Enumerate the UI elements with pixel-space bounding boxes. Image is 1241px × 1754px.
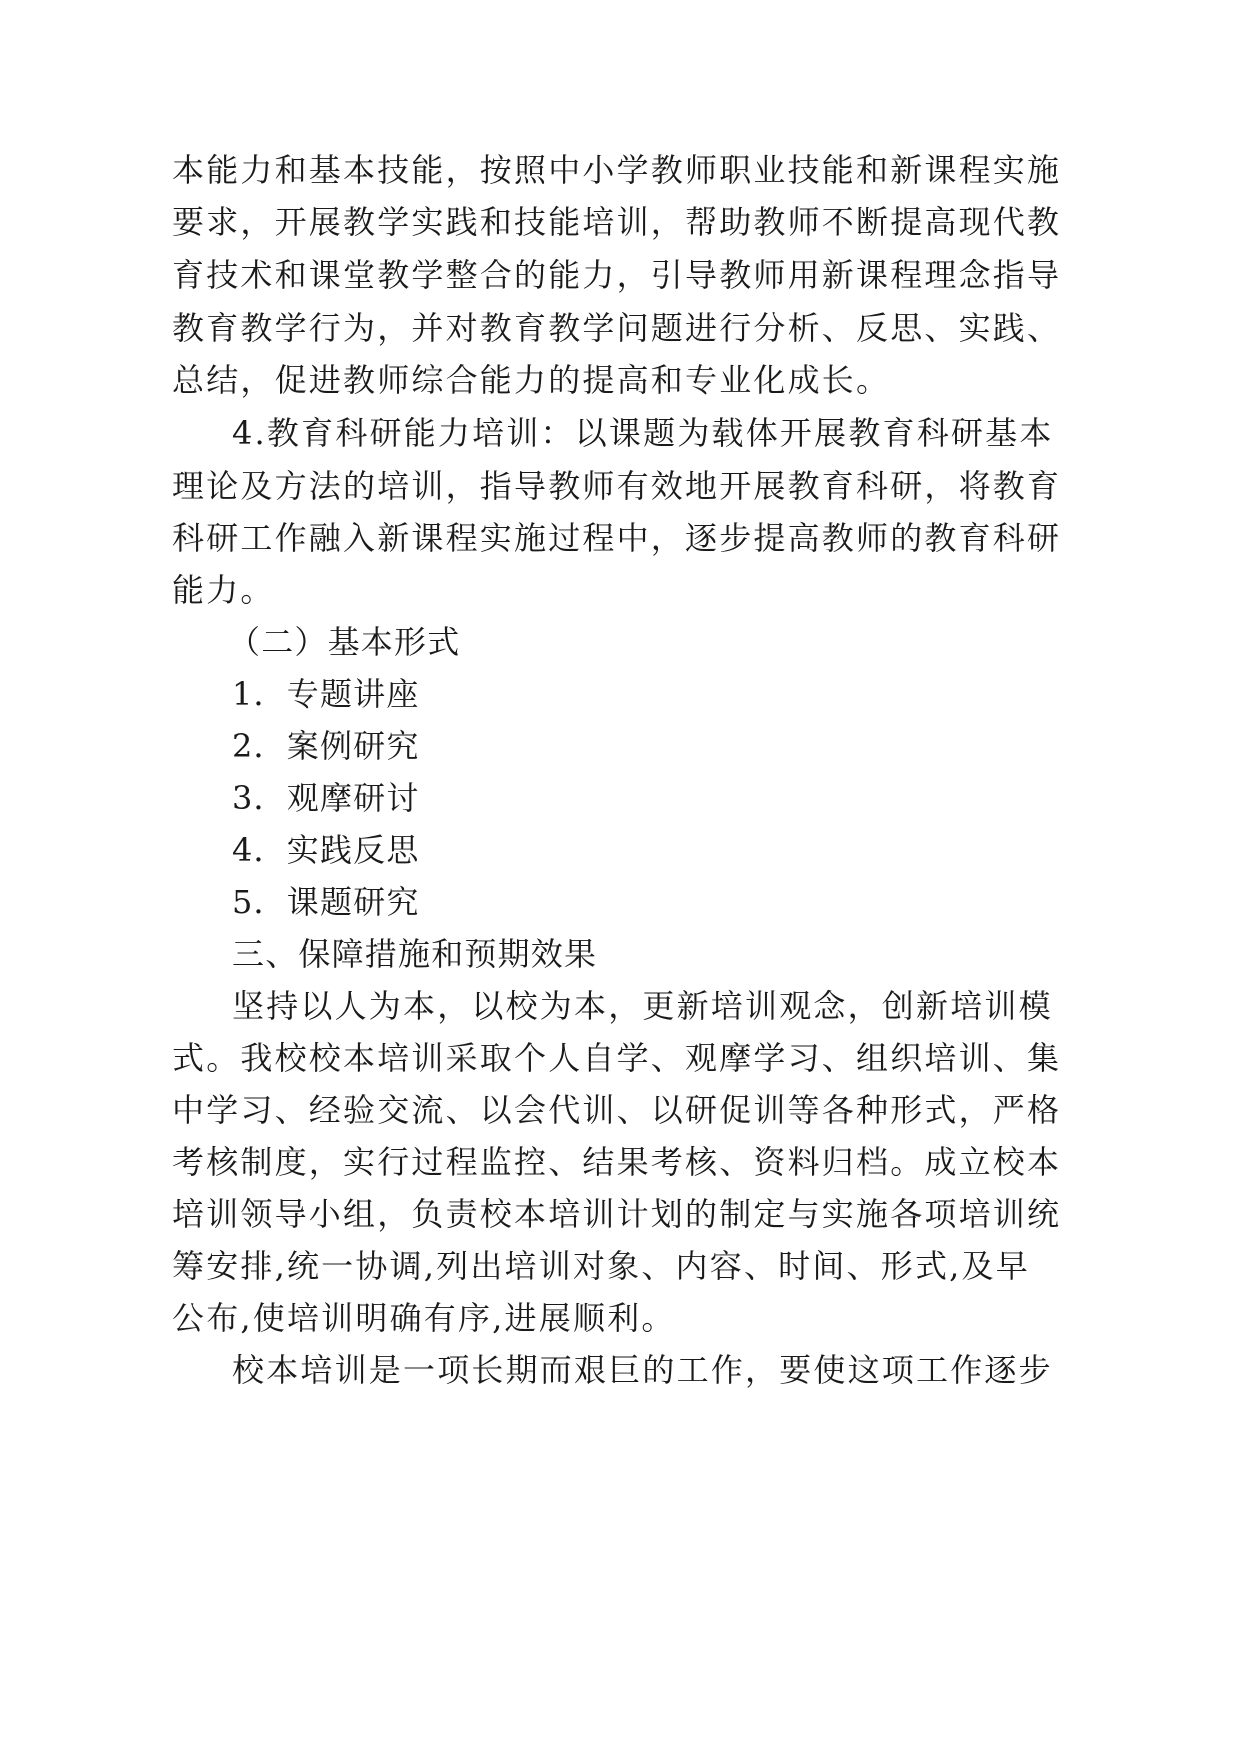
list-item: 4．实践反思 [232, 831, 420, 869]
paragraph-line: 考核制度，实行过程监控、结果考核、资料归档。成立校本 [172, 1143, 1062, 1181]
paragraph-line: 科研工作融入新课程实施过程中，逐步提高教师的教育科研 [172, 519, 1062, 557]
paragraph-line: 坚持以人为本，以校为本，更新培训观念，创新培训模 [232, 987, 1053, 1025]
paragraph-line: 教育教学行为，并对教育教学问题进行分析、反思、实践、 [172, 309, 1062, 347]
list-item: 2．案例研究 [232, 727, 420, 765]
paragraph-line: 理论及方法的培训，指导教师有效地开展教育科研，将教育 [172, 467, 1062, 505]
paragraph-line: 4.教育科研能力培训：以课题为载体开展教育科研基本 [232, 414, 1054, 452]
section-heading: （二）基本形式 [228, 623, 461, 661]
paragraph-line: 式。我校校本培训采取个人自学、观摩学习、组织培训、集 [172, 1039, 1062, 1077]
list-item: 3．观摩研讨 [232, 779, 420, 817]
section-heading: 三、保障措施和预期效果 [232, 935, 598, 973]
paragraph-line: 筹安排,统一协调,列出培训对象、内容、时间、形式,及早 [172, 1247, 1030, 1285]
list-item: 5．课题研究 [232, 883, 420, 921]
list-item: 1．专题讲座 [232, 675, 420, 713]
paragraph-line: 能力。 [172, 571, 275, 609]
paragraph-line: 本能力和基本技能，按照中小学教师职业技能和新课程实施 [172, 151, 1062, 189]
paragraph-line: 要求，开展教学实践和技能培训，帮助教师不断提高现代教 [172, 203, 1062, 241]
paragraph-line: 校本培训是一项长期而艰巨的工作，要使这项工作逐步 [232, 1351, 1053, 1389]
paragraph-line: 培训领导小组，负责校本培训计划的制定与实施各项培训统 [172, 1195, 1062, 1233]
paragraph-line: 中学习、经验交流、以会代训、以研促训等各种形式，严格 [172, 1091, 1062, 1129]
paragraph-line: 公布,使培训明确有序,进展顺利。 [172, 1299, 676, 1337]
paragraph-line: 育技术和课堂教学整合的能力，引导教师用新课程理念指导 [172, 256, 1062, 294]
paragraph-line: 总结，促进教师综合能力的提高和专业化成长。 [172, 361, 891, 399]
